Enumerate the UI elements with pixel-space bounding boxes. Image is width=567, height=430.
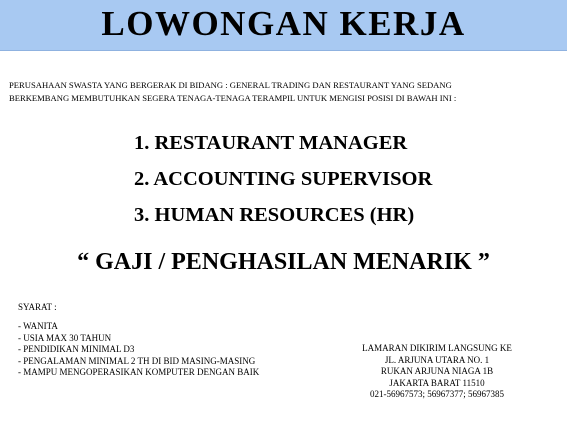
application-phone: 021-56967573; 56967377; 56967385	[370, 389, 504, 399]
position-accounting-supervisor: 2. ACCOUNTING SUPERVISOR	[134, 168, 433, 190]
requirement-item: - PENDIDIKAN MINIMAL D3	[18, 344, 135, 354]
application-address-block	[340, 343, 534, 401]
requirement-item: - WANITA	[18, 321, 58, 331]
intro-line: PERUSAHAAN SWASTA YANG BERGERAK DI BIDANG : GENERAL TRADING DAN RESTAURANT YANG SEDANG	[9, 80, 452, 90]
requirements-list	[18, 321, 259, 379]
intro-paragraph	[9, 79, 561, 105]
application-line: JL. ARJUNA UTARA NO. 1	[384, 354, 490, 365]
application-line: LAMARAN DIKIRIM LANGSUNG KE	[362, 343, 512, 353]
intro-line: BERKEMBANG MEMBUTUHKAN SEGERA TENAGA-TENAGA TERAMPIL UNTUK MENGISI POSISI DI BAWAH INI :	[9, 93, 457, 103]
requirement-item: - PENGALAMAN MINIMAL 2 TH DI BID MASING-MASING	[18, 355, 256, 366]
application-line: RUKAN ARJUNA NIAGA 1B	[380, 366, 494, 376]
page-title: LOWONGAN KERJA	[101, 4, 466, 43]
application-line: JAKARTA BARAT 11510	[389, 377, 485, 388]
salary-highlight: “ GAJI / PENGHASILAN MENARIK ”	[77, 249, 490, 275]
requirement-item: - USIA MAX 30 TAHUN	[18, 332, 112, 343]
position-restaurant-manager: 1. RESTAURANT MANAGER	[134, 132, 408, 154]
requirements-title: SYARAT :	[18, 302, 57, 312]
requirement-item: - MAMPU MENGOPERASIKAN KOMPUTER DENGAN BAIK	[18, 367, 260, 377]
position-human-resources: 3. HUMAN RESOURCES (HR)	[134, 204, 415, 226]
header-banner	[0, 0, 567, 51]
